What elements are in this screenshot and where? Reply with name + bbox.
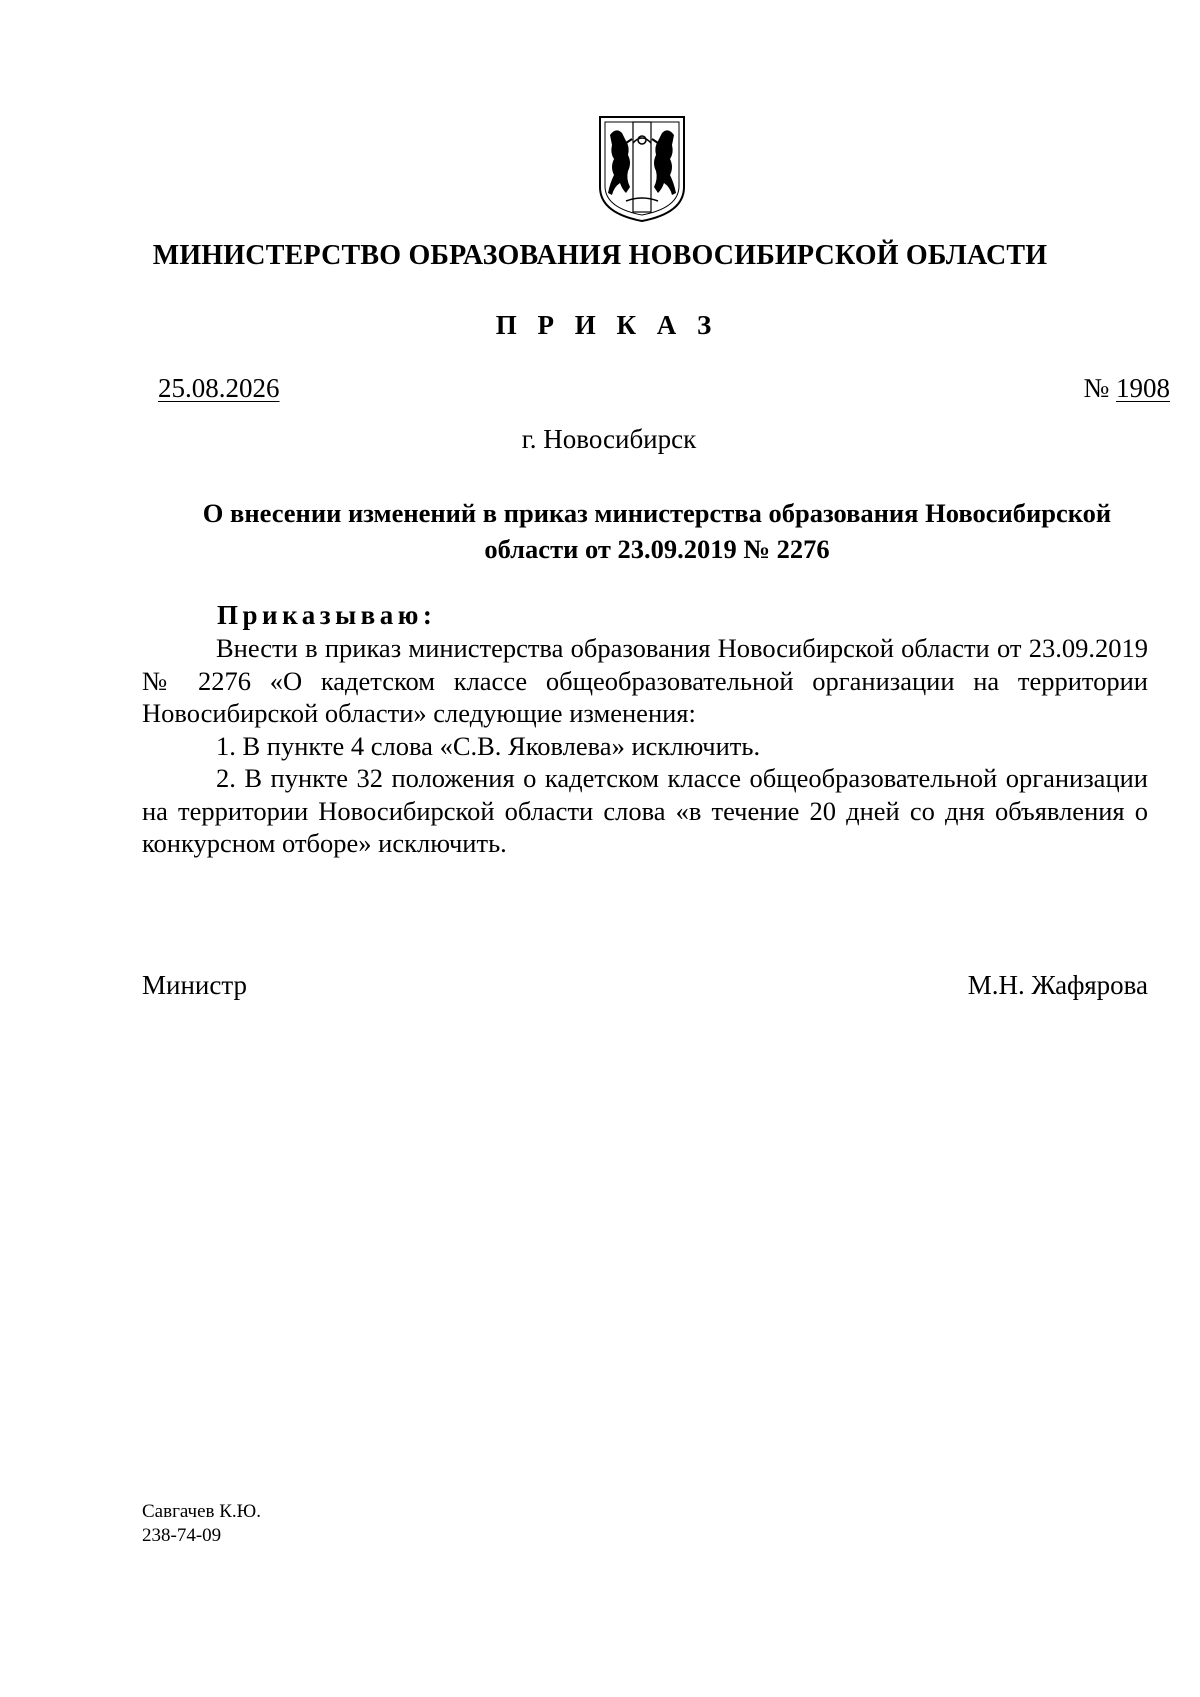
order-number (1083, 373, 1170, 404)
body-paragraph: 1. В пункте 4 слова «С.В. Яковлева» исключить. (216, 730, 761, 761)
order-body (142, 632, 1148, 860)
order-subject-line: О внесении изменений в приказ министерства образования Новосибирской (202, 498, 1112, 528)
ministry-name: МИНИСТЕРСТВО ОБРАЗОВАНИЯ НОВОСИБИРСКОЙ ОБЛАСТИ (152, 240, 1048, 271)
novosibirsk-coat-of-arms-icon (596, 113, 688, 225)
signatory-title: Министр (142, 970, 247, 1000)
order-number-prefix: № (1083, 373, 1116, 403)
order-number-value: 1908 (1116, 373, 1170, 403)
executor-phone: 238-74-09 (142, 1525, 222, 1546)
executor-name: Савгачев К.Ю. (142, 1501, 261, 1522)
body-paragraph: Внести в приказ министерства образования Новосибирской области от 23.09.2019 № 2276 «О кадетском классе общеобразовательной организации на территории Новосибирской области» следующие изменения: (142, 633, 1148, 728)
document-type: П Р И К А З (495, 310, 719, 340)
order-lead: Приказываю: (217, 600, 437, 630)
order-subject (150, 495, 1150, 567)
executor-info (142, 1500, 261, 1548)
order-subject-line: области от 23.09.2019 № 2276 (484, 534, 830, 564)
order-date: 25.08.2026 (158, 373, 280, 403)
order-city: г. Новосибирск (521, 424, 697, 454)
body-paragraph: 2. В пункте 32 положения о кадетском классе общеобразовательной организации на территории Новосибирской области слова «в течение 20 дней со дня объявления о конкурсном отборе» исключить. (142, 763, 1148, 858)
signatory-name: М.Н. Жафярова (967, 970, 1148, 1000)
